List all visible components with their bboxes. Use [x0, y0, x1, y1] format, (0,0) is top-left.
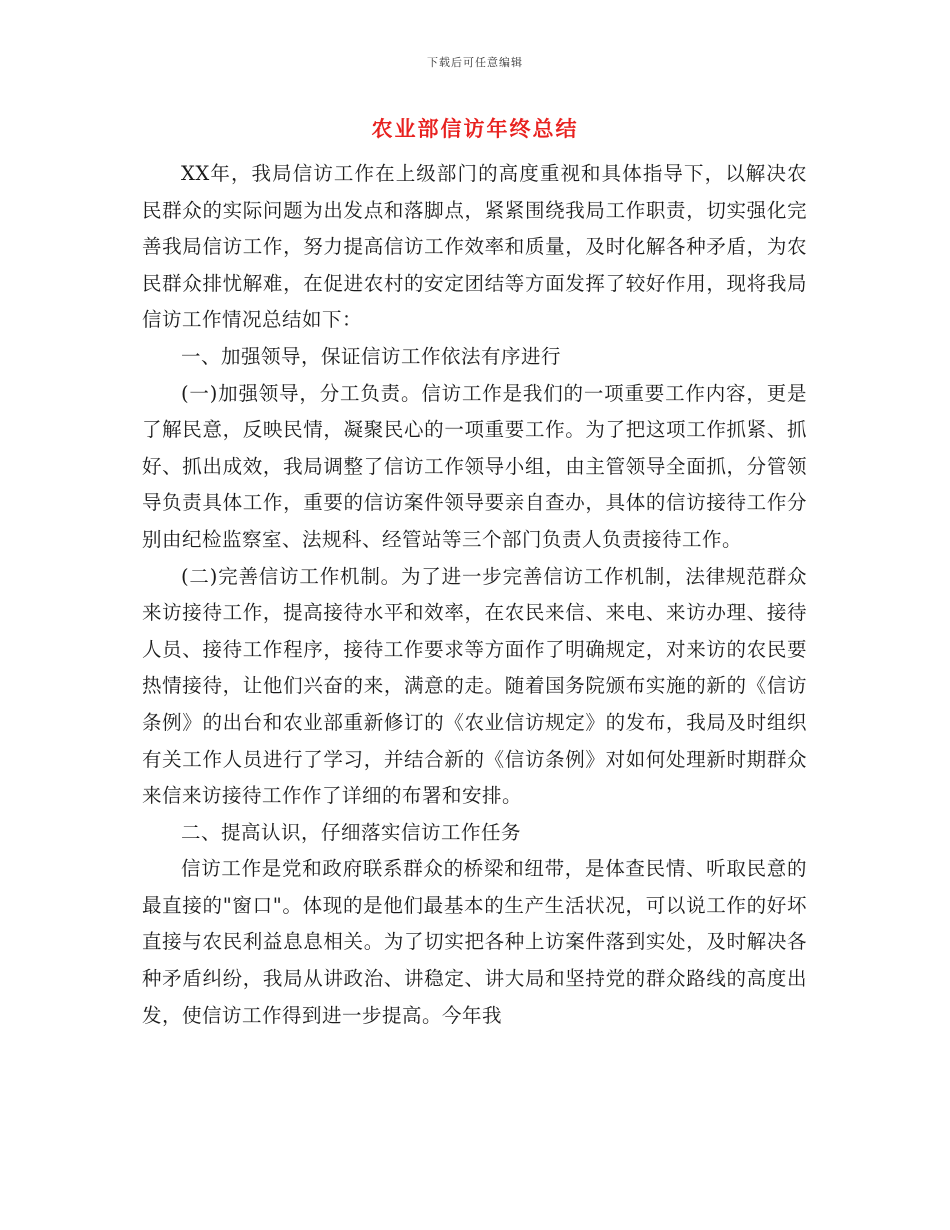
paragraph-awareness: 信访工作是党和政府联系群众的桥梁和纽带，是体查民情、听取民意的最直接的"窗口"。体现的是他们最基本的生产生活状况，可以说工作的好坏直接与农民利益息息相关。为了切实把各种上访案件落到实处，及时解决各种矛盾纠纷，我局从讲政治、讲稳定、讲大局和坚持党的群众路线的高度出发，使信访工作得到进一步提高。今年我 — [142, 857, 807, 1027]
header-note: 下载后可任意编辑 — [427, 56, 523, 69]
paragraph-leadership: (一)加强领导，分工负责。信访工作是我们的一项重要工作内容，更是了解民意，反映民情，凝聚民心的一项重要工作。为了把这项工作抓紧、抓好、抓出成效，我局调整了信访工作领导小组，由主管领导全面抓，分管领导负责具体工作，重要的信访案件领导要亲自查办，具体的信访接待工作分别由纪检监察室、法规科、经管站等三个部门负责人负责接待工作。 — [142, 381, 807, 551]
document-title: 农业部信访年终总结 — [371, 116, 579, 141]
section-heading-1: 一、加强领导，保证信访工作依法有序进行 — [181, 344, 562, 368]
section-heading-2: 二、提高认识，仔细落实信访工作任务 — [181, 820, 522, 844]
document-body — [142, 156, 807, 1034]
paragraph-intro: XX年，我局信访工作在上级部门的高度重视和具体指导下，以解决农民群众的实际问题为出发点和落脚点，紧紧围绕我局工作职责，切实强化完善我局信访工作，努力提高信访工作效率和质量，及时化解各种矛盾，为农民群众排忧解难，在促进农村的安定团结等方面发挥了较好作用，现将我局信访工作情况总结如下： — [142, 162, 807, 332]
paragraph-mechanism: (二)完善信访工作机制。为了进一步完善信访工作机制，法律规范群众来访接待工作，提高接待水平和效率，在农民来信、来电、来访办理、接待人员、接待工作程序，接待工作要求等方面作了明确规定，对来访的农民要热情接待，让他们兴奋的来，满意的走。随着国务院颁布实施的新的《信访条例》的出台和农业部重新修订的《农业信访规定》的发布，我局及时组织有关工作人员进行了学习，并结合新的《信访条例》对如何处理新时期群众来信来访接待工作作了详细的布署和安排。 — [142, 564, 807, 808]
